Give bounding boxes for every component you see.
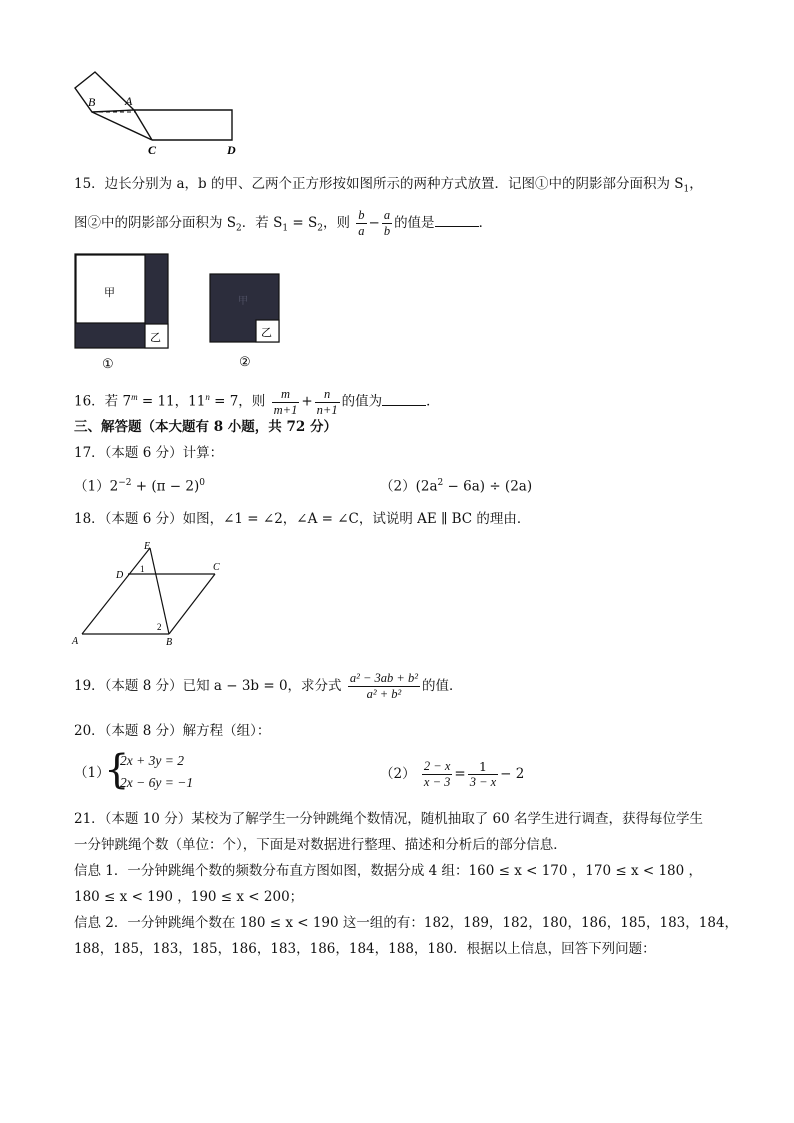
q19-fraction: $\frac{\text{a² − 3ab + b²}}{\text{a² + b²}}$ xyxy=(349,671,418,701)
q16-fraction-m: $\frac{m}{m+1}$ xyxy=(273,386,298,417)
fig14-label-C: C xyxy=(148,143,157,157)
q21-line6: 188，185，183，185，186，183，186，184，188，180．根据以上信息，回答下列问题： xyxy=(74,941,656,957)
q18-line-BC xyxy=(169,574,215,634)
fig14-label-B: B xyxy=(88,95,96,109)
q20-title: 20．（本题 8 分）解方程（组）： xyxy=(74,723,271,739)
q21-line4: 180 ≤ x < 190 ，190 ≤ x < 200； xyxy=(74,889,304,905)
q21-line5: 信息 2．一分钟跳绳个数在 180 ≤ x < 190 这一组的有：182，189，182，180，186，185，183，184， xyxy=(74,915,739,931)
q15-line2: 图②中的阴影部分面积为 $S_2$．若 $S_1 = S_2$，则 $\frac{b}{a}$ − $\frac{a}{b}$ 的值是 ． xyxy=(74,208,493,238)
q21-line1: 21．（本题 10 分）某校为了解学生一分钟跳绳个数情况，随机抽取了 60 名学生进行调查，获得每位学生 xyxy=(74,811,703,827)
q16-line: 16．若 $7^m = 11$，$11^n = 7$，则 $\frac{m}{m+1}$ + $\frac{n}{n+1}$ 的值为 ． xyxy=(74,386,440,417)
q15-fig2-caption: ② xyxy=(239,354,251,369)
q17-title: 17．（本题 6 分）计算： xyxy=(74,445,224,461)
q20-part1: （1） { 2x + 3y = 2 2x − 6y = −1 xyxy=(74,747,194,793)
q18-line-AE xyxy=(82,548,150,634)
q17-part1: $(1)2^{-2} + (\pi - 2)^0$ xyxy=(74,478,205,495)
q20-fraction-right: $\frac{1}{3 - x}$ xyxy=(469,759,497,789)
q18-label-C: C xyxy=(213,562,220,573)
q20-system-brace: { xyxy=(104,747,130,793)
q15-fig1-label-yi: 乙 xyxy=(150,332,161,344)
q15-fig2-label-yi: 乙 xyxy=(261,327,272,339)
q20-equation-b: 2x − 6y = −1 xyxy=(120,775,194,790)
q17-part2: $(2)(2a^2 - 6a) \div (2a)$ xyxy=(380,478,533,495)
q16-answer-blank xyxy=(382,393,426,406)
q21-line2: 一分钟跳绳个数（单位：个），下面是对数据进行整理、描述和分析后的部分信息． xyxy=(74,837,567,853)
section-3-heading: 三、解答题（本大题有 8 小题，共 72 分） xyxy=(74,419,337,435)
q18-label-A: A xyxy=(72,636,79,647)
q15-fraction-b-over-a: $\frac{b}{a}$ xyxy=(358,208,365,238)
q15-fraction-a-over-b: $\frac{a}{b}$ xyxy=(383,208,391,238)
q15-figure-1 xyxy=(72,252,172,372)
q20-part2: （2） $\frac{2 - x}{x - 3}$ = $\frac{1}{3 - x}$ − 2 xyxy=(380,759,525,789)
q18-label-B: B xyxy=(166,637,173,648)
q16-fraction-n: $\frac{n}{n+1}$ xyxy=(316,386,338,417)
q18-label-angle-2: 2 xyxy=(157,622,162,632)
q18-label-D: D xyxy=(116,570,124,581)
q15-fig1-caption: ① xyxy=(102,356,114,371)
fig14-label-A: A xyxy=(125,94,133,108)
q18-label-angle-1: 1 xyxy=(140,564,145,574)
q18-label-E: E xyxy=(144,541,151,552)
q21-line3: 信息 1．一分钟跳绳个数的频数分布直方图如图，数据分成 4 组：160 ≤ x < 170 ，170 ≤ x < 180 ， xyxy=(74,863,703,879)
q18-figure xyxy=(68,538,228,648)
fig14-label-D: D xyxy=(227,143,236,157)
q20-fraction-left: $\frac{2 - x}{x - 3}$ xyxy=(423,759,451,789)
q15-fig2-label-jia: 甲 xyxy=(238,296,248,307)
q15-answer-blank xyxy=(435,214,479,227)
q15-line1: 15．边长分别为 a，b 的甲、乙两个正方形按如图所示的两种方式放置．记图①中的阴影部分面积为 $S_1$， xyxy=(74,176,703,195)
fig14-strip-diagram xyxy=(70,66,250,158)
q18-text: 18．（本题 6 分）如图，∠1 = ∠2，∠A = ∠C，试说明 AE ∥ BC 的理由． xyxy=(74,511,531,527)
q15-fig1-label-jia: 甲 xyxy=(104,287,115,299)
q19-line: 19．（本题 8 分）已知 a − 3b = 0，求分式 $\frac{\text{a² − 3ab + b²}}{\text{a² + b²}}$ 的值． xyxy=(74,671,463,701)
q20-equation-a: 2x + 3y = 2 xyxy=(120,753,184,768)
q15-figure-2 xyxy=(206,270,286,370)
